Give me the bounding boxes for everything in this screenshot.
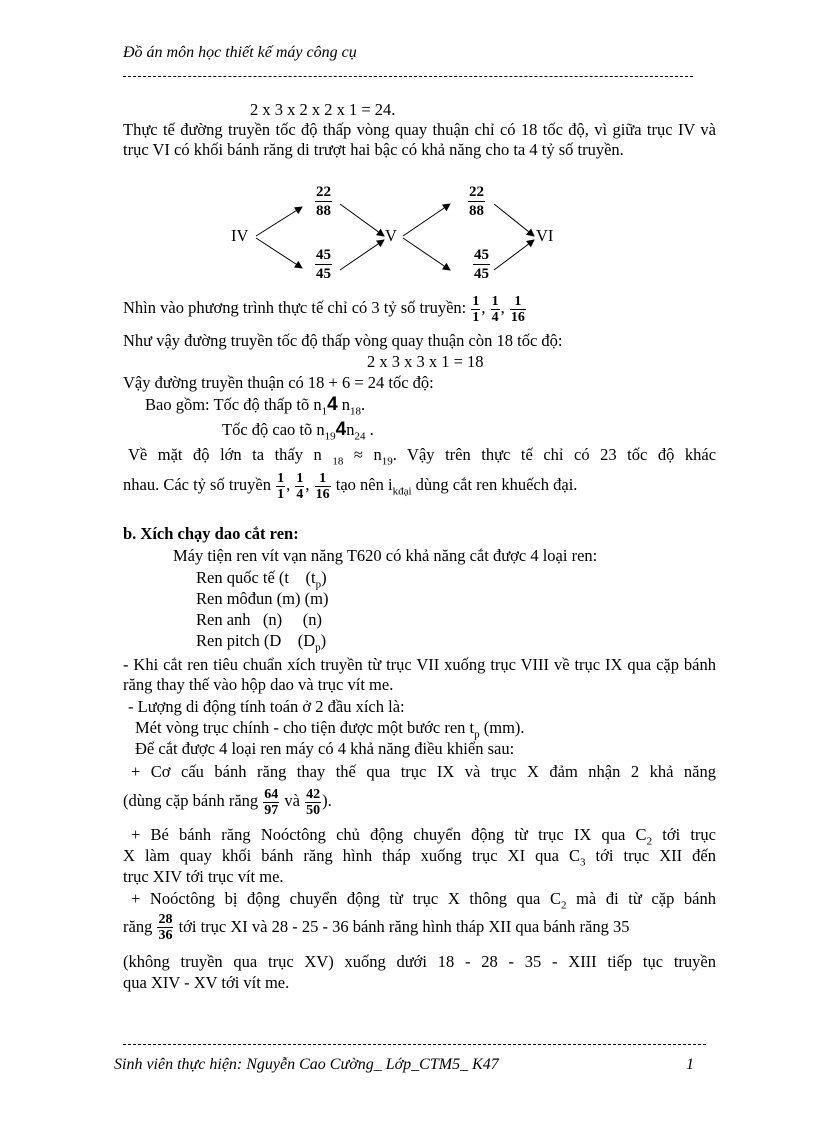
line-18-speeds: Như vậy đường truyền tốc độ thấp vòng quay thuận còn 18 tốc độ: <box>123 331 563 350</box>
thread-pitch <box>196 631 326 657</box>
line-three-ratios <box>123 291 527 325</box>
fraction-numerator: 28 <box>158 911 173 927</box>
three-ratios-text: Nhìn vào phương trình thực tế chỉ có 3 tỷ số truyền: <box>123 298 467 317</box>
subscript: kđại <box>392 485 412 498</box>
nhau-tail: tạo nên i <box>335 475 393 494</box>
arrow-iv-up <box>256 207 302 236</box>
fraction-denominator: 88 <box>469 203 484 219</box>
driven-text: + Noóctông bị động chuyển động từ trục X thông qua C <box>131 889 561 908</box>
subscript: 2 <box>561 899 567 912</box>
arrow-v-up <box>403 204 450 236</box>
n-symbol: n <box>346 420 355 439</box>
driven-norton-line-4: qua XIV - XV tới vít me. <box>123 973 290 992</box>
range-symbol: 4 <box>335 419 347 440</box>
thread-name: Ren pitch (D <box>196 631 282 650</box>
n-symbol: n <box>373 445 382 464</box>
range-symbol: 4 <box>327 394 338 415</box>
fraction-denominator: 1 <box>277 486 285 502</box>
subscript: 2 <box>646 835 653 848</box>
thread-symbol: (n) <box>262 610 283 629</box>
header-rule <box>123 76 693 77</box>
fraction-denominator: 4 <box>296 486 304 502</box>
arrow-to-v-top <box>340 204 384 236</box>
shaft-vi-label: VI <box>536 226 554 245</box>
thread-name: Ren anh <box>196 610 251 629</box>
subscript: 24 <box>354 430 366 443</box>
revolution-end: (mm). <box>479 718 525 737</box>
gear-pair-lead: (dùng cặp bánh răng <box>123 791 259 810</box>
driven-text: răng <box>123 917 153 936</box>
thread-symbol: (D <box>297 631 316 650</box>
fraction-numerator: 1 <box>510 294 526 310</box>
high-speed-range <box>222 420 374 446</box>
diagram-arrows <box>0 180 816 290</box>
comma: , <box>481 298 486 317</box>
subscript: p <box>315 578 322 591</box>
subscript: 19 <box>381 455 393 468</box>
arrow-v-down <box>403 238 450 270</box>
subscript: 18 <box>332 455 344 468</box>
line-24-speeds: Vậy đường truyền thuận có 18 + 6 = 24 tốc độ: <box>123 373 434 392</box>
fraction-denominator: 88 <box>316 203 331 219</box>
formula-18: 2 x 3 x 3 x 1 = 18 <box>367 352 484 371</box>
formula-24: 2 x 3 x 2 x 2 x 1 = 24. <box>250 100 396 119</box>
ratio-1-16 <box>315 471 331 502</box>
paragraph-intro: Thực tế đường truyền tốc độ thấp vòng quay thuận chỉ có 18 tốc độ, vì giữa trục IV và trục VI có khối bánh răng di trượt hai bậc có khả năng cho ta 4 tỷ số truyền. <box>123 120 716 159</box>
page-number: 1 <box>686 1056 694 1073</box>
arrow-to-vi-top <box>494 204 534 236</box>
fraction-denominator: 16 <box>315 486 330 502</box>
subscript: p <box>474 728 480 741</box>
subscript: p <box>315 641 321 654</box>
line-displacement: - Lượng di động tính toán ở 2 đầu xích là: <box>128 697 405 716</box>
high-speed-lead: Tốc độ cao tõ n <box>222 420 325 439</box>
fraction-numerator: 1 <box>277 470 285 486</box>
magnitude-rest: . Vậy trên thực tế chỉ có 23 tốc độ khác <box>392 445 717 464</box>
arrow-to-v-bottom <box>340 240 384 270</box>
fraction-numerator: 1 <box>315 471 331 487</box>
section-heading: b. Xích chạy dao cắt ren: <box>123 524 299 543</box>
line-ratios-nhau <box>123 465 577 511</box>
low-speed-range <box>145 395 365 421</box>
ratio-1-4 <box>295 471 304 502</box>
norton-text-end: tới trục XII đến <box>585 846 716 865</box>
subscript: 3 <box>580 856 586 869</box>
ratio-64-97 <box>263 787 279 818</box>
comma: , <box>500 298 505 317</box>
thread-inch <box>196 610 322 630</box>
period: . <box>369 420 374 439</box>
fraction-numerator: 22 <box>316 184 331 200</box>
comma: , <box>286 475 291 494</box>
fraction-numerator: 64 <box>264 786 279 802</box>
fraction-denominator: 4 <box>491 309 499 325</box>
paren-close: ) <box>321 568 327 587</box>
fraction-denominator: 50 <box>306 802 321 818</box>
thread-module <box>196 589 328 609</box>
fraction-denominator: 1 <box>472 309 480 325</box>
driven-text-end: tới trục XI và 28 - 25 - 36 bánh răng hình tháp XII qua bánh răng 35 <box>178 917 630 936</box>
magnitude-lead: Về mặt độ lớn ta thấy n <box>128 445 322 464</box>
subscript: 1 <box>321 405 328 418</box>
footer-author: Sinh viên thực hiện: Nguyễn Cao Cường_ Lớp_CTM5_ K47 <box>114 1056 499 1073</box>
nhau-lead: nhau. Các tỷ số truyền <box>123 475 272 494</box>
and-text: và <box>284 791 300 810</box>
norton-text: X làm quay khối bánh răng hình tháp xuống trục XI qua C <box>123 846 580 865</box>
norton-line-3: trục XIV tới trục vít me. <box>123 867 284 886</box>
fraction-numerator: 1 <box>491 293 499 309</box>
norton-text-end: tới trục <box>652 825 717 844</box>
fraction-denominator: 97 <box>264 802 279 818</box>
ratio-1-16 <box>510 294 526 325</box>
fraction-numerator: 45 <box>474 247 489 263</box>
line-four-controls: Để cắt được 4 loại ren máy có 4 khả năng điều khiển sau: <box>135 739 515 758</box>
footer-rule <box>123 1044 706 1045</box>
arrow-iv-down <box>256 238 302 268</box>
low-speed-lead: Bao gồm: Tốc độ thấp tõ n <box>145 395 322 414</box>
gear-pair-end: ). <box>322 791 332 810</box>
fraction-numerator: 45 <box>316 247 331 263</box>
thread-symbol-2: (n) <box>302 610 323 629</box>
fraction-denominator: 45 <box>474 266 489 282</box>
shaft-iv-label: IV <box>231 226 249 245</box>
fraction-denominator: 45 <box>316 266 331 282</box>
fraction-denominator: 36 <box>158 927 173 943</box>
comma: , <box>305 475 310 494</box>
nhau-tail-end: dùng cắt ren khuếch đại. <box>415 475 578 494</box>
line-gear-pair <box>123 781 332 821</box>
thread-name: Ren môđun (m) <box>196 589 301 608</box>
page-header: Đồ án môn học thiết kế máy công cụ <box>123 44 357 61</box>
approx-symbol: ≈ <box>353 445 363 464</box>
thread-name: Ren quốc tế (t <box>196 568 290 587</box>
fraction-numerator: 42 <box>306 786 321 802</box>
shaft-v-label: V <box>385 226 397 245</box>
revolution-lead: Mét vòng trục chính - cho tiện được một bước ren t <box>135 718 475 737</box>
fraction-numerator: 1 <box>472 293 480 309</box>
thread-symbol: (t <box>305 568 316 587</box>
fraction-numerator: 22 <box>469 184 484 200</box>
period: . <box>361 395 366 414</box>
driven-text-end: mà đi từ cặp bánh <box>566 889 716 908</box>
driven-norton-line-3: (không truyền qua trục XV) xuống dưới 18 - 28 - 35 - XIII tiếp tục truyền <box>123 952 716 971</box>
subscript: 19 <box>324 430 336 443</box>
line-mechanism: + Cơ cấu bánh răng thay thế qua trục IX và trục X đảm nhận 2 khả năng <box>131 762 716 781</box>
subscript: 18 <box>350 405 362 418</box>
fraction-denominator: 16 <box>510 309 525 325</box>
lathe-intro: Máy tiện ren vít vạn năng T620 có khả năng cắt được 4 loại ren: <box>173 546 598 565</box>
ratio-28-36 <box>157 912 173 943</box>
transmission-diagram <box>0 180 816 290</box>
ratio-42-50 <box>305 787 321 818</box>
paren-close: ) <box>320 631 327 650</box>
n-symbol: n <box>341 395 351 414</box>
fraction-numerator: 1 <box>296 470 304 486</box>
ratio-1-4 <box>491 294 500 325</box>
paragraph-standard-thread: - Khi cắt ren tiêu chuẩn xích truyền từ trục VII xuống trục VIII về trục IX qua cặp bánh răng thay thế vào hộp dao và trục vít me. <box>123 655 716 694</box>
arrow-to-vi-bottom <box>494 240 534 270</box>
ratio-1-1 <box>276 471 285 502</box>
norton-text: + Bé bánh răng Noóctông chủ động chuyển động từ trục IX qua C <box>131 825 647 844</box>
driven-norton-line-2 <box>123 907 716 947</box>
ratio-1-1 <box>471 294 480 325</box>
thread-symbol: (m) <box>304 589 329 608</box>
